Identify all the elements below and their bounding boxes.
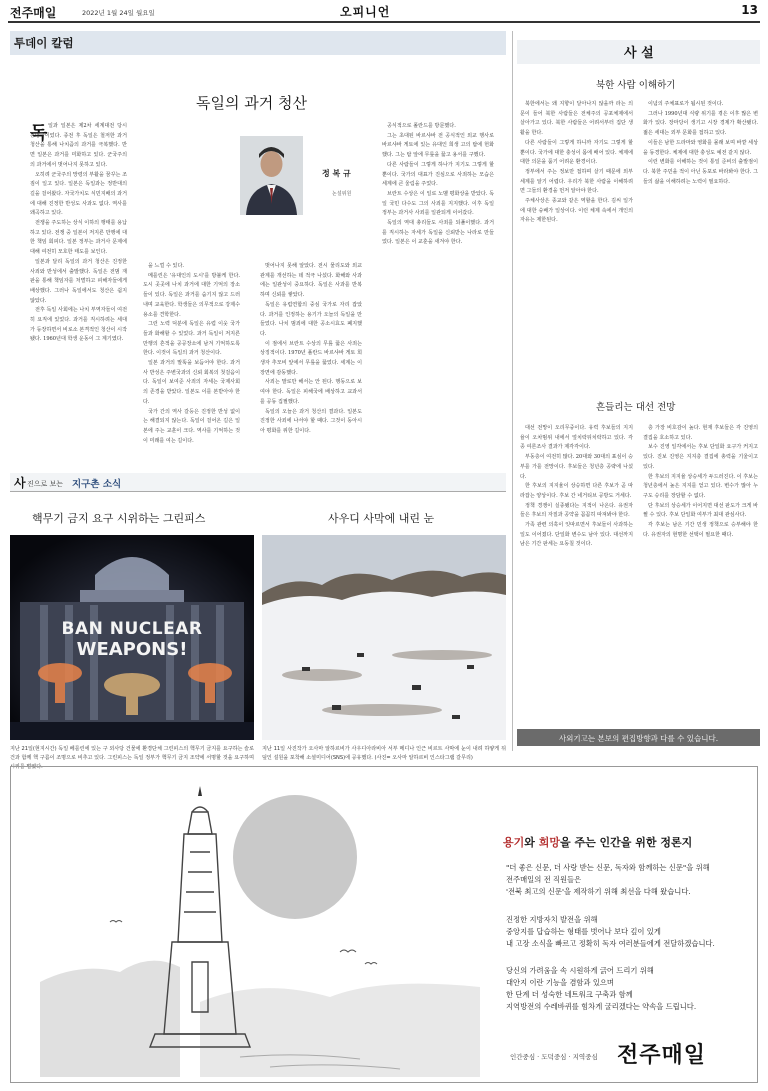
paragraph: 보수 진영 일각에서는 후보 단일화 요구가 커지고 있다. 진보 진영은 지지층 결집에 총력을 기울이고 있다. [643,444,758,470]
paragraph: 주체사상은 종교와 같은 역할을 한다. 김씨 일가에 대한 숭배가 일상이다. 이런 체제 속에서 개인의 자유는 제한된다. [520,198,633,224]
ad-paragraph-3 [506,965,696,1013]
photo-news-header-big: 사 [14,476,26,490]
masthead-section: 오피니언 [340,5,391,19]
paragraph: 독일의 역대 총리들도 사죄를 되풀이했다. 과거를 직시하는 자세가 독일을 신뢰받는 나라로 만들었다. 일본은 이 교훈을 새겨야 한다. [382,220,494,246]
paragraph: 이 점에서 브란트 수상의 무릎 꿇은 사죄는 상징적이다. 1970년 폴란드 바르샤바 게토 희생자 추모비 앞에서 무릎을 꿇었다. 세계는 이 장면에 감동했다. [260,340,362,376]
paragraph: 정부에서 주는 정보만 접하며 살기 때문에 외부 세계를 알기 어렵다. 우리가 북한 사람을 이해하려면 그들의 환경을 먼저 알아야 한다. [520,168,633,195]
editorial-title1: 북한 사람 이해하기 [596,80,676,91]
paragraph: 일과 일본은 제2차 세계대전 당시 동맹국이었다. 종전 후 독일은 철저한 과거 청산을 통해 나치즘의 과거를 극복했다. 반면 일본은 과거를 미화하고 있다. 군국주의의 과거에서 벗어나지 못하고 있다. [30,123,127,168]
photo-news-header [10,473,506,492]
paragraph: 한 후보의 지지율이 상승하면 다른 후보가 곧 따라잡는 양상이다. 후보 간 네거티브 공방도 거세다. [520,483,633,499]
ad-slogan: 인간중심 · 도덕중심 · 지역중심 [510,1053,598,1061]
masthead-paper-name: 전주매일 [10,6,57,20]
column-header: 투데이 칼럼 [14,36,74,50]
masthead-rule [8,21,760,23]
editorial-text-col3 [520,424,633,724]
ad-logo: 전주매일 [617,1042,707,1068]
paragraph: 북한에서는 왜 지향이 달아나지 않을까 라는 의문이 들어 북한 사람들은 전체주의 공포체제에서 살아가고 있다. 북한 사람들은 어려서부터 집단 생활을 한다. [520,101,633,137]
column-text-col3 [260,262,362,450]
photo1-banner-line1: BAN NUCLEAR [61,619,203,639]
photo-greenpeace [10,535,254,740]
author-photo [240,136,303,215]
paragraph: 을 느낄 수 있다. [148,263,185,269]
paragraph: 다른 사람들이 그렇게 하나가 지기도 그렇게 할 뿐이다. 국가의 대표가 진심으로 사죄하는 모습은 세계에 큰 울림을 주었다. [382,161,494,188]
editorial-header: 사 설 [624,46,654,61]
editorial-text-col4 [643,424,758,724]
ad-illustration [40,772,480,1077]
paragraph: 벗어나지 못해 알았다. 전시 물리도와 외교 관계를 개선하는 데 적극 나섰다. 화해와 사과에는 일관성이 중요하다. 독일은 사과를 반복하며 신뢰를 쌓았다. [260,263,362,299]
paragraph: 각 후보는 남은 기간 민생 정책으로 승부해야 한다. 유권자의 현명한 선택이 필요한 때다. [643,522,758,538]
author-name: 정 복 규 [322,169,351,178]
ad-line: "더 좋은 신문, 더 사랑 받는 신문, 독자와 함께하는 신문"을 위해 [506,863,710,872]
paragraph: 독일은 유럽연합의 중심 국가로 자리 잡았다. 과거를 인정하는 용기가 오늘의 독일을 만들었다. 나치 범죄에 대한 공소시효도 폐지했다. [260,301,362,337]
editorial-divider [512,31,513,751]
paragraph: 그러나 1990년대 식량 위기를 겪은 이후 많은 변화가 있다. 장마당이 생기고 시장 경제가 확산됐다. 젊은 세대는 외부 문화를 접하고 있다. [643,110,758,137]
ad-line: 내 고장 소식을 빠르고 정확히 독자 여러분들에게 전달하겠습니다. [506,939,715,948]
paragraph: 브란트 수상은 이 일로 노벨 평화상을 받았다. 독일 국민 다수도 그의 사죄를 지지했다. 이후 독일 정부는 과거사 사죄를 일관되게 이어갔다. [382,190,494,217]
paragraph: 일본 과거의 말뚝을 보듬어야 한다. 과거사 반성은 주변국과의 신뢰 회복의 첫걸음이다. 독일이 보여준 사죄의 자세는 국제사회의 존경을 받았다. 일본도 이를 본받아야 한다. [143,360,240,405]
paragraph: 그런 노력 덕분에 독일은 유럽 이웃 국가들과 화해할 수 있었다. 과거 독일이 저지른 만행의 흔적을 공공장소에 남겨 기억하도록 한다. 이것이 독일의 과거 청산이다. [143,321,240,357]
column-text-col2 [143,262,240,450]
photo1-title: 핵무기 금지 요구 시위하는 그린피스 [32,512,206,525]
paragraph: 단 후보의 상승세가 이어지면 대선 판도가 크게 바뀔 수 있다. 후보 단일화 여부가 최대 관심사다. [643,502,758,519]
ad-headline-courage: 용기 [503,836,525,849]
column-text-col4 [382,122,494,450]
photo1-banner-line2: WEAPONS! [76,639,188,660]
paragraph: 메를린은 '유대인의 도시'를 방불케 한다. 도시 곳곳에 나치 과거에 대한 기억의 장소들이 있다. 독일은 과거를 숨기지 않고 드러내며 교육한다. 학생들은 의무적으로 강제수용소를 견학한다. [143,272,240,318]
ad-line: 당신의 가려움을 속 시원하게 긁어 드리기 위해 [506,966,654,975]
column-title: 독일의 과거 청산 [196,94,307,112]
paragraph: 다른 사람들이 그렇게 하니까 자기도 그렇게 할 뿐이다. 국가에 대한 충성이 몸에 배어 있다. 체제에 대한 의문을 품기 어려운 환경이다. [520,139,633,166]
column-drop-cap: 독 [30,123,48,144]
editorial-text-col1 [520,100,633,372]
paragraph: 부동층이 여전히 많다. 20대와 30대의 표심이 승부를 가를 전망이다. 후보들은 청년층 공략에 나섰다. [520,454,633,480]
ad-line: 중앙지를 답습하는 형태를 벗어나 보다 깊이 있게 [506,927,661,936]
ad-headline-hope: 희망 [538,836,560,849]
ad-line: '전북 최고의 신문'을 제작하기 위해 최선을 다해 왔습니다. [506,887,691,896]
paragraph: 오히려 군국주의 망령의 부활을 꿈꾸는 조짐이 일고 있다. 일본은 독일과는 정반대의 길을 걸어왔다. 자국가치도 식민지배의 과거에 대해 진정한 반성도 사과도 없다. 역사를 왜곡하고 있다. [30,171,127,217]
ad-paragraph-1 [506,862,710,898]
masthead-date: 2022년 1월 24일 월요일 [82,9,155,17]
paragraph: 가족 관련 의혹이 잇따르면서 후보들이 사과하는 일도 이어졌다. 단일화 변수도 남아 있다. 대선까지 남은 기간 판세는 요동칠 것이다. [520,522,633,548]
ad-line: 진정한 지방자치 발전을 위해 [506,915,598,924]
paragraph: 일본과 달리 독일의 과거 청산은 진정한 사죄와 반성에서 출발했다. 독일은 전범 재판을 통해 책임자를 처벌하고 피해자들에게 배상했다. 그러나 독일에서도 청산은 쉽지 않았다. [30,258,127,304]
paragraph: 이념의 주체표로가 됩시된 것이다. [648,101,724,107]
ad-paragraph-2 [506,914,715,950]
photo1-caption: 지난 21일(현지시간) 독일 베를린에 있는 구 외사당 건물에 환경단체 그린피스의 핵무기 금지를 요구하는 슬로건과 함께 핵 구름이 조명으로 비추고 있다. 그린피스는 독일 정부가 핵무기 금지 조약에 서명할 것을 요구하며 시위를 벌였다. [10,746,254,770]
photo-news-header-small: 진으로 보는 [27,480,64,488]
editorial-title2: 흔들리는 대선 전망 [596,402,676,413]
photo2-title: 사우디 사막에 내린 눈 [328,512,435,525]
paragraph: 독일의 오늘은 과거 청산의 결과다. 일본도 진정한 사죄에 나서야 할 때다. 그것이 동아시아 평화를 위한 길이다. [260,408,362,434]
paragraph: 그는 초대된 바르샤바 전 공식적인 외교 행사로 바르샤바 게토에 있는 유대인 희생 고의 탑에 헌화했다. 그는 탑 앞에 무릎을 꿇고 용서를 구했다. [382,132,494,159]
ad-line: 한 단계 더 성숙한 네트워크 구축과 함께 [506,990,633,999]
ad-line: 대안지 이란 기능을 겸함과 있으며 [506,978,614,987]
photo2-caption: 지난 11일 사진작가 오사마 알하르비가 사우디아라비아 서부 메디나 인근 비르트 사막에 눈이 내려 하얗게 뒤덮인 설원을 포착해 소셜미디어(SNS)에 공유했다. (사진= 오사마 알하르비 인스타그램 갈무리) [262,746,506,761]
ad-line: 전주매일의 전 직원들은 [506,875,582,884]
ad-line: 지역방전의 수레바퀴를 힘차게 굴리겠다는 약속을 드립니다. [506,1002,697,1011]
author-role: 논설위원 [332,191,352,197]
paragraph: 전쟁을 주도하는 상식 이하의 행태를 용납하고 있다. 전쟁 중 일본이 저지른 만행에 대한 책임 회피다. 일본 정부는 과거사 문제에 대해 여전히 모호한 태도를 보인다. [30,220,127,256]
editorial-text-col2 [643,100,758,372]
paragraph: 국가 간의 역사 갈등은 진정한 반성 없이는 해결되지 않는다. 독일이 걸어온 길은 일본에 주는 교훈이 크다. 역사를 기억하는 것이 미래를 여는 길이다. [143,408,240,444]
ad-headline [503,834,692,850]
paragraph: 대선 전망이 오리무중이다. 유력 후보들의 지지율이 오차범위 내에서 엎치락뒤치락하고 있다. 각종 여론조사 결과가 제각각이다. [520,425,633,451]
column-header-bar [10,31,506,55]
paragraph: 전후 독일 사회에는 나치 부역자들이 여전히 요직에 있었다. 과거를 직시하려는 세대가 등장하면서 비로소 본격적인 청산이 시작됐다. 1960년대 학생 운동이 그 계기였다. [30,307,127,343]
paragraph: 한 후보의 지지율 상승세가 두드러진다. 이 후보는 청년층에서 높은 지지를 얻고 있다. 변수가 많아 누구도 승리를 장담할 수 없다. [643,473,758,499]
ad-headline-and: 와 [524,836,539,849]
photo-snow-desert [262,535,506,740]
photo-news-header-rest: 지구촌 소식 [72,479,122,490]
paragraph: 이런 변화를 이해하는 것이 통일 준비의 출발점이다. 북한 주민을 적이 아닌 동포로 바라봐야 한다. 그들의 삶을 이해하려는 노력이 필요하다. [643,159,758,185]
paragraph: 사죄는 말로만 해서는 안 된다. 행동으로 보여야 한다. 독일은 피해국에 배상하고 교과서를 공동 집필했다. [260,379,362,405]
paragraph: 층 가장 비호감이 높다. 현재 후보들은 각 진영의 결집을 호소하고 있다. [643,425,758,441]
editorial-note: 사외기고는 본보의 편집방향과 다를 수 있습니다. [558,734,719,743]
column-text-col1 [30,122,127,450]
ad-headline-rest: 을 주는 인간을 위한 정론지 [560,836,693,849]
paragraph: 이들은 남한 드라마와 영화를 몰래 보며 바깥 세상을 동경한다. 체제에 대한 충성도 예전 같지 않다. [643,139,758,156]
paragraph: 정책 경쟁이 실종됐다는 지적이 나온다. 유권자들은 후보의 자질과 공약을 꼼꼼히 따져봐야 한다. [520,502,633,519]
masthead-page-number: 13 [741,3,758,17]
paragraph: 공식적으로 폴란드를 방문했다. [387,123,456,129]
